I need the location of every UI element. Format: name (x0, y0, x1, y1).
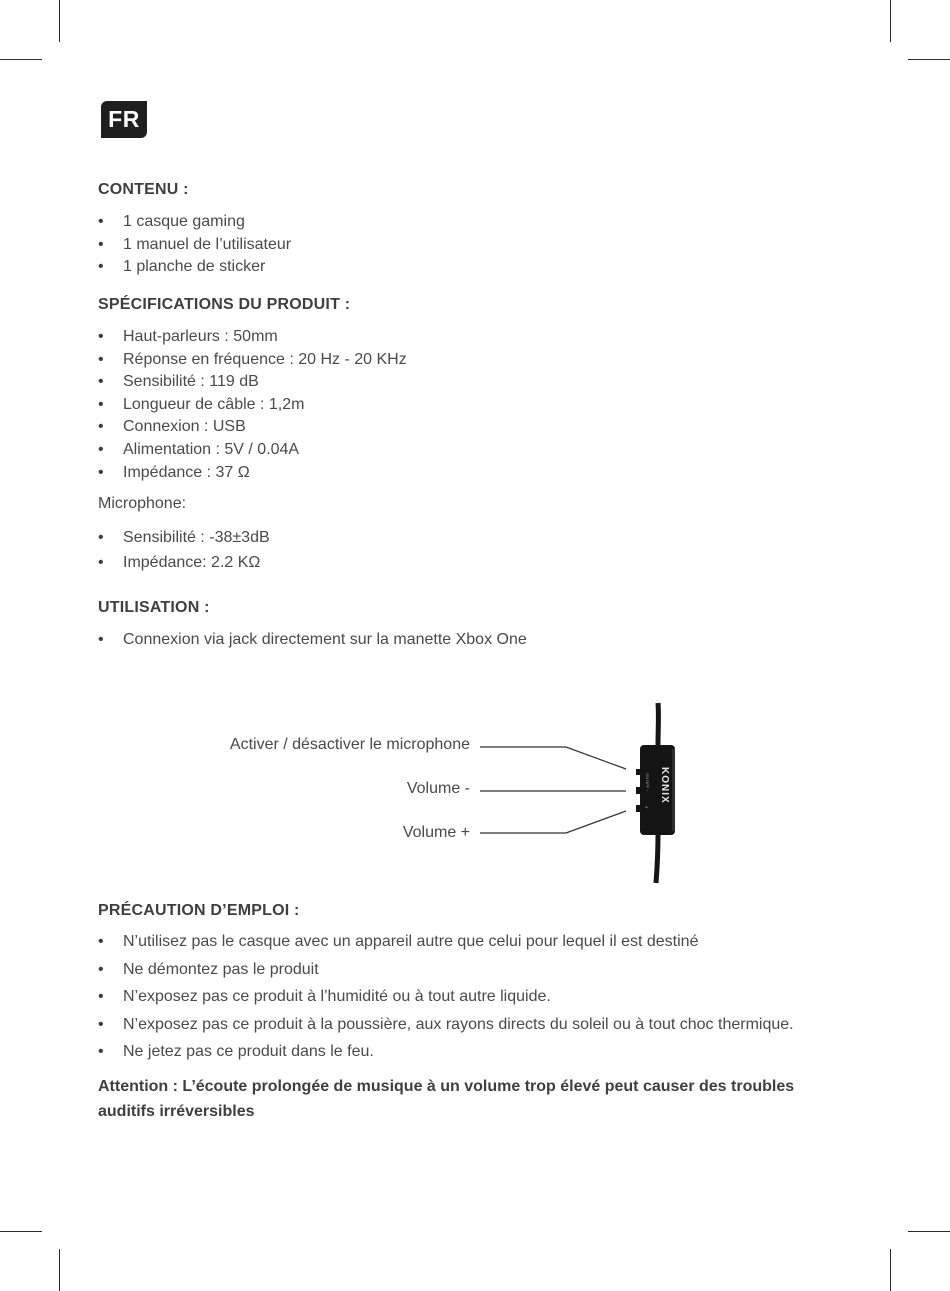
specs-heading: SPÉCIFICATIONS DU PRODUIT : (98, 296, 351, 313)
crop-mark (890, 1249, 891, 1291)
inline-remote-illustration (0, 695, 950, 895)
utilisation-heading: UTILISATION : (98, 599, 210, 616)
volume-up-button (636, 805, 640, 812)
konix-logo: KONIX (659, 767, 670, 804)
list-item: • Sensibilité : -38±3dB (98, 525, 270, 550)
list-item: • 1 manuel de l’utilisateur (98, 234, 291, 257)
mic-leader-line (480, 747, 626, 769)
list-item: • Connexion via jack directement sur la manette Xbox One (98, 629, 527, 651)
list-item: • Alimentation : 5V / 0.04A (98, 439, 407, 462)
microphone-list (98, 525, 270, 575)
language-badge: FR (101, 101, 147, 138)
volume-down-label: Volume - (406, 780, 470, 797)
remote-diagram (0, 695, 950, 895)
list-item: • Longueur de câble : 1,2m (98, 394, 407, 417)
utilisation-list (98, 629, 527, 651)
list-item: • 1 planche de sticker (98, 256, 291, 279)
list-item: • Ne jetez pas ce produit dans le feu. (98, 1038, 794, 1066)
microphone-heading: Microphone: (98, 495, 187, 512)
crop-mark (0, 1231, 42, 1232)
crop-mark (0, 59, 42, 60)
list-item: • 1 casque gaming (98, 211, 291, 234)
list-item: • Impédance : 37 Ω (98, 462, 407, 485)
volume-down-button (636, 787, 640, 794)
svg-text:ON OFF: ON OFF (645, 773, 650, 789)
svg-text:+: + (645, 805, 648, 811)
list-item: • Sensibilité : 119 dB (98, 371, 407, 394)
specs-list (98, 326, 407, 484)
list-item: • Haut-parleurs : 50mm (98, 326, 407, 349)
volume-up-leader-line (480, 811, 626, 833)
list-item: • Connexion : USB (98, 416, 407, 439)
list-item: • N’exposez pas ce produit à la poussière, aux rayons directs du soleil ou à tout choc thermique. (98, 1011, 794, 1039)
contenu-list (98, 211, 291, 279)
warning-text: Attention : L’écoute prolongée de musique à un volume trop élevé peut causer des troubles auditifs irréversibles (98, 1078, 795, 1120)
list-item: • Impédance: 2.2 KΩ (98, 550, 270, 575)
cable-bottom (656, 835, 658, 883)
svg-text:-: - (646, 788, 648, 794)
volume-up-label: Volume + (402, 824, 470, 841)
precaution-heading: PRÉCAUTION D’EMPLOI : (98, 902, 300, 919)
list-item: • N’exposez pas ce produit à l’humidité ou à tout autre liquide. (98, 983, 794, 1011)
crop-mark (890, 0, 891, 42)
list-item: • Réponse en fréquence : 20 Hz - 20 KHz (98, 349, 407, 372)
list-item: • N’utilisez pas le casque avec un appareil autre que celui pour lequel il est destiné (98, 928, 794, 956)
crop-mark (59, 0, 60, 42)
mic-toggle-label: Activer / désactiver le microphone (229, 736, 470, 753)
precaution-list (98, 928, 794, 1066)
crop-mark (59, 1249, 60, 1291)
contenu-heading: CONTENU : (98, 181, 189, 198)
list-item: • Ne démontez pas le produit (98, 956, 794, 984)
crop-mark (908, 1231, 950, 1232)
mic-button (636, 769, 640, 775)
crop-mark (908, 59, 950, 60)
